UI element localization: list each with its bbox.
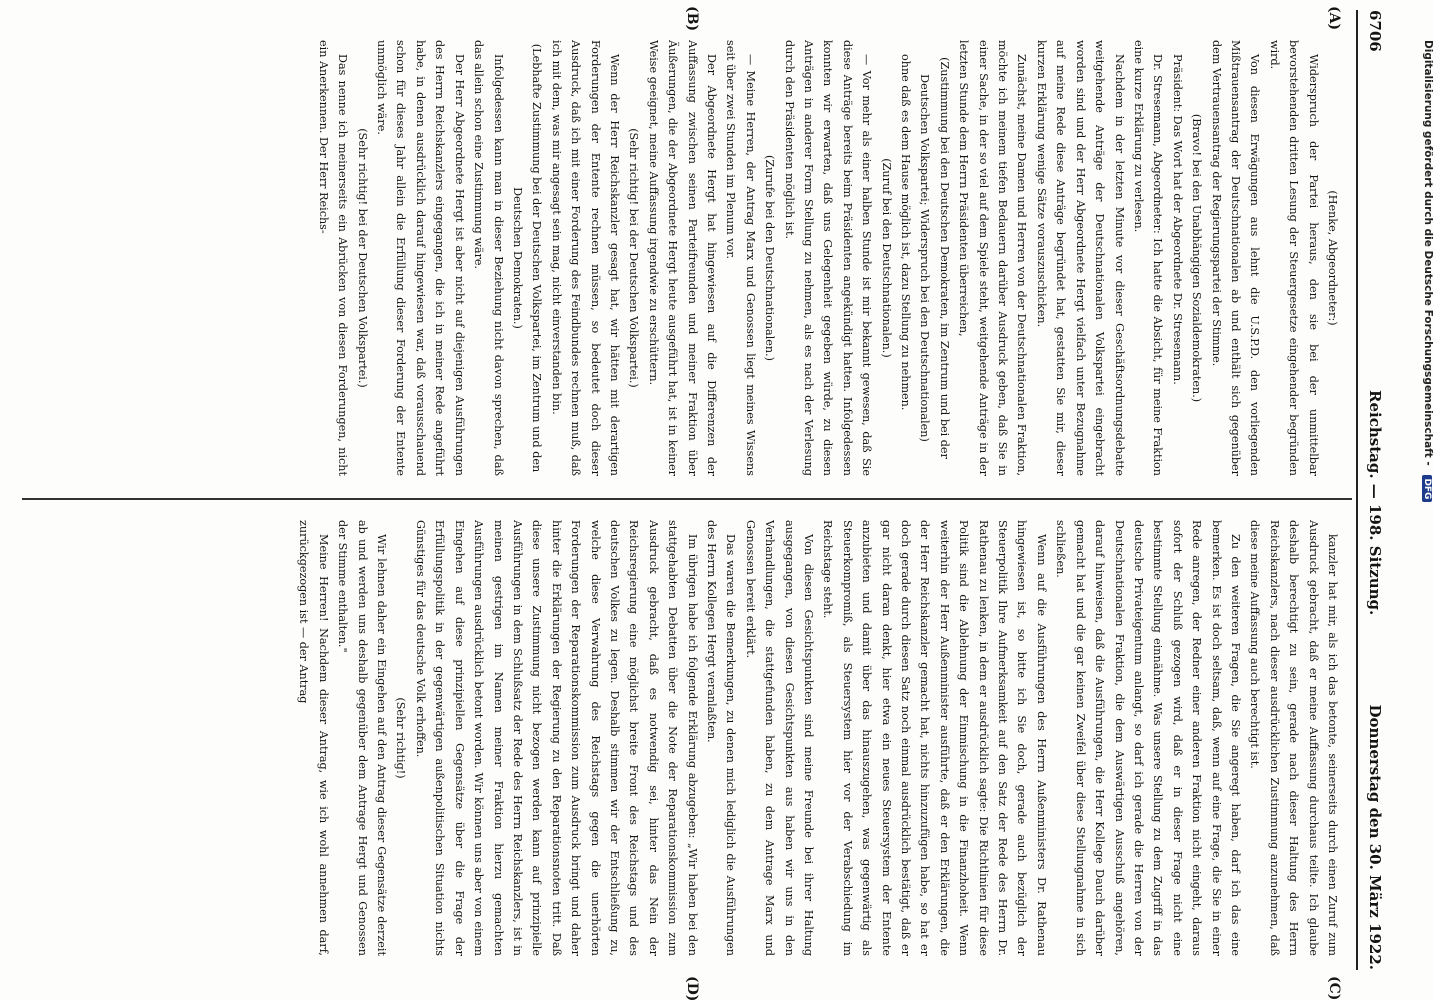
paragraph: Im übrigen habe ich folgende Erklärung abzugeben: „Wir haben bei den stattgehabten Debatten über die Note der Reparationskommission zum Ausdruck gebracht, daß es notwendig sei, hinter das Nein der Reichsregierung eine möglichst breite Front des Reichstags und des deutschen Volkes zu legen. Deshalb stimmen wir der Entschließung zu, welche diese Verwahrung des Reichstags gegen die unerhörten Forderungen der Reparationskommission zum Ausdruck bringt und daher hinter die Erklärungen der Regierung zu den Reparationsnoten tritt. Daß diese unsere Zustimmung nicht bezogen werden kann auf prinzipielle Ausführungen in dem Schlußsatz der Rede des Herrn Reichskanzlers, ist in meinen gestrigen im Namen meiner Fraktion hierzu gemachten Ausführungen ausdrücklich betont worden. Wir können uns aber von einem Eingehen auf diese prinzipiellen Gegensätze über die Frage der Erfüllungspolitik in der gegenwärtigen außenpolitischen Situation nichts Günstiges für das deutsche Volk erhoffen.: [413, 520, 699, 956]
page-title: Reichstag. — 198. Sitzung.: [1366, 390, 1384, 616]
paragraph: Zu den weiteren Fragen, die Sie angeregt haben, darf ich das eine bemerken. Es ist doch seltsam, daß, wenn auf eine Frage, die Sie in einer Rede anregen, der Redner einer anderen Fraktion nicht eingeht, daraus sofort der Schluß gezogen wird, daß er in dieser Frage nicht eine bestimmte Stellung einnähme. Was unsere Stellung zu dem Zugriff in das deutsche Privateigentum anlangt, so darf ich gerade die Herren von der Deutschnationalen Fraktion, die dem Auswärtigen Ausschuß angehören, darauf hinweisen, daß die Ausführungen, die Herr Kollege Dauch darüber gemacht hat und die gar keinen Zweifel über diese Stellungnahme in sich schließen.: [1054, 520, 1242, 956]
paragraph: Wir lehnen daher ein Eingehen auf den Antrag dieser Gegensätze derzeit ab und werden uns deshalb gegenüber dem Antrage Hergt und Genossen der Stimme enthalten.": [336, 520, 389, 956]
paragraph: ohne daß es dem Hause möglich ist, dazu Stellung zu nehmen.: [899, 54, 913, 411]
paragraph: (Bravo! bei den Unabhängigen Sozialdemokraten.): [1190, 113, 1204, 403]
paragraph: Nachdem in der letzten Minute vor dieser Geschäftsordnungsdebatte weitgehende Anträge der Deutschnationalen Volkspartei eingebracht worden sind und der Herr Abgeordnete Hergt vielfach unter Bezugnahme auf meine Rede diese Anträge begründet hat, gestatten Sie mir, dieser kurzen Erklärung wenige Sätze vorauszuschicken.: [1034, 40, 1126, 476]
page-date: Donnerstag den 30. März 1922.: [1366, 704, 1384, 970]
paragraph: Der Abgeordnete Hergt hat hingewiesen auf die Differenzen der Auffassung zwischen seinen Parteifreunden und meiner Fraktion über Äußerungen, die der Abgeordnete Hergt heute ausgeführt hat, ist in keiner Weise geeignet, meine Auffassung irgendwie zu erschüttern.: [646, 40, 718, 476]
margin-marker-c: (C): [1326, 976, 1342, 1001]
digitization-credit-strip: [1404, 40, 1434, 1000]
margin-marker-b: (B): [684, 6, 700, 32]
paragraph: Infolgedessen kann man in dieser Beziehung nicht davon sprechen, daß das allein schon eine Zustimmung wäre.: [472, 40, 505, 476]
header-rule: [1356, 10, 1358, 970]
paragraph: (Zurufe bei den Deutschnationalen.): [763, 154, 777, 362]
paragraph: Das nenne ich meinerseits ein Abrücken von diesen Forderungen, nicht ein Anerkennen. Der Herr Reichs-: [316, 40, 350, 476]
paragraph: (Zuruf bei den Deutschnationalen.): [879, 158, 893, 358]
paragraph: Zunächst, meine Damen und Herren von der Deutschnationalen Fraktion, möchte ich meinem tiefen Bedauern darüber Ausdruck geben, daß Sie in einer Sache, in der so viel auf dem Spiele steht, weitgehende Anträge in der letzten Stunde dem Herrn Präsidenten überreichen,: [957, 40, 1029, 476]
paragraph: (Sehr richtig!): [394, 697, 408, 779]
rotated-newspaper-page: [20, 0, 1400, 1000]
column-divider: [22, 498, 1352, 500]
margin-marker-a: (A): [1326, 6, 1342, 31]
paragraph: — Vor mehr als einer halben Stunde ist mir bekannt gewesen, daß Sie diese Anträge bereits beim Präsidenten angekündigt hatten. Infolgedessen konnten wir erwarten, daß uns Gelegenheit gegeben würde, zu diesen Anträgen in anderer Form Stellung zu nehmen, als es nach der Verlesung durch den Präsidenten möglich ist.: [782, 40, 874, 476]
left-text-column: [32, 40, 1342, 476]
paragraph: (Sehr richtig! bei der Deutschen Volkspartei.): [627, 128, 641, 388]
margin-marker-d: (D): [684, 976, 700, 1001]
paragraph: Der Herr Abgeordnete Hergt ist aber nicht auf diejenigen Ausführungen des Herrn Reichskanzlers eingegangen, die ich in meiner Rede angeführt habe, in denen ausdrücklich darauf hingewiesen war, daß vorausschauend schon für dieses Jahr allein die Erfüllung dieser Forderung der Entente unmöglich wäre.: [375, 40, 466, 476]
paragraph: Präsident: Das Wort hat der Abgeordnete Dr. Stresemann.: [1170, 54, 1184, 385]
paragraph: Wenn auf die Ausführungen des Herrn Außenministers Dr. Rathenau hingewiesen ist, so bitte ich Sie doch, gerade auch bezüglich der Steuerpolitik Ihre Aufmerksamkeit auf den Satz der Rede des Herrn Dr. Rathenau zu lenken, in dem er ausdrücklich sagte: Die Richtlinien für diese Politik sind die Ablehnung der Einmischung in die Finanzhoheit. Wenn weiterhin der Herr Außenminister ausführte, daß er den Erklärungen, die der Herr Reichskanzler gemacht hat, nichts hinzuzufügen habe, so hat er doch gerade durch diesen Satz noch einmal ausdrücklich bestätigt, daß er gar nicht daran denkt, hier etwa ein neues Steuersystem der Entente anzubieten und damit über das hinauszugehen, was gegenwärtig als Steuerkompromiß, als Steuersystem hier vor der Verabschiedung im Reichstage steht.: [821, 520, 1048, 956]
paragraph: (Lebhafte Zustimmung bei der Deutschen Volkspartei, im Zentrum und den Deutschen Demokraten.): [510, 43, 544, 473]
paragraph: — Meine Herren, der Antrag Marx und Genossen liegt meines Wissens seit über zwei Stunden im Plenum vor.: [724, 40, 757, 476]
page-number: 6706: [1366, 10, 1384, 52]
right-text-column: [32, 520, 1342, 956]
paragraph: Von diesen Erwägungen aus lehnt die U.S.P.D. den vorliegenden Mißtrauensantrag der Deutschnationalen ab und enthält sich gegenüber dem Vertrauensantrag der Regierungspartei der Stimme.: [1209, 40, 1262, 476]
paragraph: (Sehr richtig! bei der Deutschen Volkspartei.): [355, 128, 369, 388]
paragraph: Von diesen Gesichtspunkten sind meine Freunde bei ihrer Haltung ausgegangen, von diesen Gesichtspunkten aus haben wir uns in den Verhandlungen, die stattgefunden haben, zu dem Antrage Marx und Genossen bereit erklärt.: [743, 520, 816, 956]
paragraph: Das waren die Bemerkungen, zu denen mich lediglich die Ausführungen des Herrn Kollegen Hergt veranlaßten.: [705, 520, 738, 956]
paragraph: Wenn der Herr Reichskanzler gesagt hat, wir hätten mit derartigen Forderungen der Entente rechnen müssen, so bedeutet doch dieser Ausdruck, daß ich mit einer Forderung des Feindbundes rechnen muß, daß ich mit dem, was mir angesagt sein mag, nicht einverstanden bin.: [549, 40, 621, 476]
paragraph: Widerspruch der Partei heraus, den sie bei der unmittelbar bevorstehenden dritten Lesung der Steuergesetze eingehender begründen wird.: [1267, 40, 1320, 476]
paragraph: kanzler hat mir, als ich das betonte, seinerseits durch einen Zuruf zum Ausdruck gebracht, daß er meine Auffassung durchaus teilte. Ich glaube deshalb berechtigt zu sein, gerade nach dieser Haltung des Herrn Reichskanzlers, nach dieser ausdrücklichen Zustimmung anzunehmen, daß diese meine Auffassung auch berechtigt ist.: [1248, 520, 1339, 956]
page-header: [1360, 10, 1386, 970]
paragraph: (Zustimmung bei den Deutschen Demokraten, im Zentrum und bei der Deutschen Volkspartei; Widerspruch bei den Deutschnationalen): [918, 57, 951, 459]
credit-text: Digitalisierung gefördert durch die Deutsche Forschungsgemeinschaft -: [1422, 40, 1434, 466]
dfg-logo: DFG: [1422, 475, 1432, 502]
paragraph: Dr. Stresemann, Abgeordneter: Ich hatte die Absicht, für meine Fraktion eine kurze Erklärung zu verlesen.: [1131, 40, 1165, 476]
paragraph: Meine Herren! Nachdem dieser Antrag, wie ich wohl annehmen darf, zurückgezogen ist — der Antrag: [297, 520, 330, 956]
digitization-credit: [1412, 40, 1434, 970]
paragraph: (Henke, Abgeordneter:): [1326, 190, 1339, 326]
